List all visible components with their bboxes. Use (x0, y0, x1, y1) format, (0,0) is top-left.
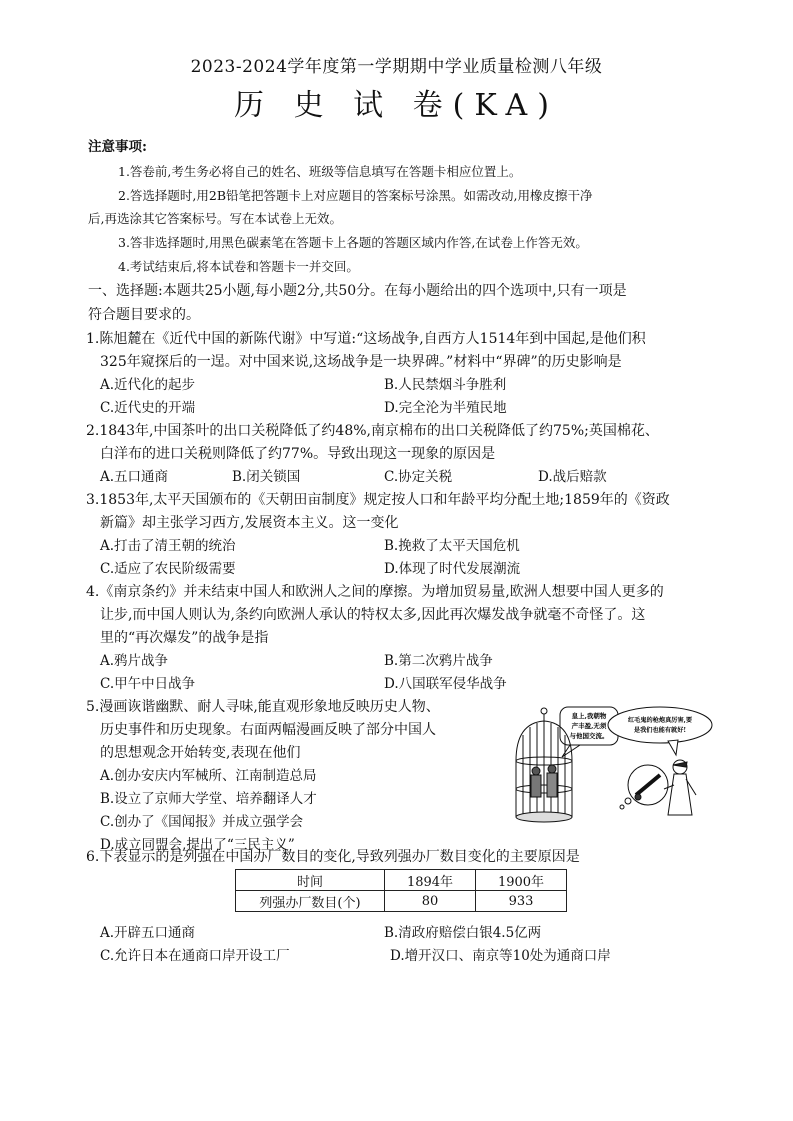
notice-heading: 注意事项: (88, 139, 147, 155)
bubble-left-line-3: 与他国交流。 (569, 732, 609, 740)
q5-stem-cont2: 的思想观念开始转变,表现在他们 (100, 745, 301, 761)
q2-stem: 2.1843年,中国茶叶的出口关税降低了约48%,南京棉布的出口关税降低了约75%;英国棉花、 (86, 423, 659, 439)
q4-option-b[interactable]: B.第二次鸦片战争 (384, 653, 493, 669)
table-row (236, 891, 567, 912)
q5-cartoon-illustration (510, 705, 715, 827)
table-header-cell: 1894年 (385, 870, 476, 891)
q3-option-b[interactable]: B.挽救了太平天国危机 (384, 538, 520, 554)
q3-option-d[interactable]: D.体现了时代发展潮流 (384, 561, 521, 577)
q3-stem-cont: 新篇》却主张学习西方,发展资本主义。这一变化 (100, 515, 399, 531)
q1-option-c[interactable]: C.近代史的开端 (100, 400, 196, 416)
speech-bubble-left (560, 707, 618, 757)
notice-item-2: 2.答选择题时,用2B铅笔把答题卡上对应题目的答案标号涂黑。如需改动,用橡皮擦干净 (118, 188, 593, 203)
q3-option-a[interactable]: A.打击了清王朝的统治 (100, 538, 236, 554)
q4-option-a[interactable]: A.鸦片战争 (100, 653, 169, 669)
bubble-left-line-1: 皇上,我朝物 (571, 712, 607, 720)
table-cell: 80 (385, 891, 476, 912)
bubble-left-line-2: 产丰盈,无须 (571, 722, 607, 730)
notice-item-3: 3.答非选择题时,用黑色碳素笔在答题卡上各题的答题区域内作答,在试卷上作答无效。 (118, 235, 588, 250)
q1-option-b[interactable]: B.人民禁烟斗争胜利 (384, 377, 507, 393)
table-header-row (236, 870, 567, 891)
q5-stem: 5.漫画诙谐幽默、耐人寻味,能直观形象地反映历史人物、 (86, 699, 440, 715)
bubble-right-line-2: 是我们也能有就好! (633, 727, 687, 734)
q6-option-b[interactable]: B.清政府赔偿白银4.5亿两 (384, 925, 542, 941)
q6-data-table (235, 869, 567, 912)
q5-option-c[interactable]: C.创办了《国闻报》并成立强学会 (100, 814, 304, 830)
q1-stem: 1.陈旭麓在《近代中国的新陈代谢》中写道:“这场战争,自西方人1514年到中国起,是他们积 (86, 331, 646, 347)
q6-option-d[interactable]: D.增开汉口、南京等10处为通商口岸 (390, 948, 611, 964)
section-heading-cont: 符合题目要求的。 (88, 307, 200, 323)
q5-option-d[interactable]: D.成立同盟会,提出了“三民主义” (100, 837, 295, 853)
q2-option-b[interactable]: B.闭关锁国 (232, 469, 301, 485)
table-header-cell: 时间 (236, 870, 385, 891)
q1-option-d[interactable]: D.完全沦为半殖民地 (384, 400, 507, 416)
q3-option-c[interactable]: C.适应了农民阶级需要 (100, 561, 236, 577)
bubble-right-line-1: 红毛鬼的枪炮真厉害,要 (627, 717, 693, 724)
q2-option-a[interactable]: A.五口通商 (100, 469, 169, 485)
q4-stem-cont: 让步,而中国人则认为,条约向欧洲人承认的特权太多,因此再次爆发战争就毫不奇怪了。这 (100, 607, 646, 623)
q1-option-a[interactable]: A.近代化的起步 (100, 377, 196, 393)
q5-option-b[interactable]: B.设立了京师大学堂、培养翻译人才 (100, 791, 317, 807)
q2-option-c[interactable]: C.协定关税 (384, 469, 453, 485)
q2-stem-cont: 白洋布的进口关税则降低了约77%。导致出现这一现象的原因是 (100, 446, 496, 462)
table-cell: 933 (476, 891, 567, 912)
q6-option-c[interactable]: C.允许日本在通商口岸开设工厂 (100, 948, 290, 964)
notice-item-4: 4.考试结束后,将本试卷和答题卡一并交回。 (118, 259, 359, 274)
q4-stem-cont2: 里的“再次爆发”的战争是指 (100, 630, 269, 646)
q1-stem-cont: 325年窥探后的一逞。对中国来说,这场战争是一块界碑。”材料中“界碑”的历史影响是 (100, 354, 622, 370)
q6-option-a[interactable]: A.开辟五口通商 (100, 925, 196, 941)
notice-item-2-cont: 后,再选涂其它答案标号。写在本试卷上无效。 (88, 211, 342, 226)
q3-stem: 3.1853年,太平天国颁布的《天朝田亩制度》规定按人口和年龄平均分配土地;1859年的《资政 (86, 492, 670, 508)
exam-subtitle: 2023-2024学年度第一学期期中学业质量检测八年级 (190, 57, 603, 77)
section-heading: 一、选择题:本题共25小题,每小题2分,共50分。在每小题给出的四个选项中,只有一项是 (88, 283, 627, 299)
q4-stem: 4.《南京条约》并未结束中国人和欧洲人之间的摩擦。为增加贸易量,欧洲人想要中国人更多的 (86, 584, 664, 600)
q4-option-d[interactable]: D.八国联军侵华战争 (384, 676, 507, 692)
table-header-cell: 1900年 (476, 870, 567, 891)
notice-item-1: 1.答卷前,考生务必将自己的姓名、班级等信息填写在答题卡相应位置上。 (118, 164, 522, 179)
q6-stem: 6.下表显示的是列强在中国办厂数目的变化,导致列强办厂数目变化的主要原因是 (86, 849, 580, 865)
q5-option-a[interactable]: A.创办安庆内军械所、江南制造总局 (100, 768, 317, 784)
q2-option-d[interactable]: D.战后赔款 (538, 469, 607, 485)
exam-title: 历 史 试 卷(KA) (234, 88, 559, 123)
speech-bubble-right (608, 707, 712, 755)
table-row-label: 列强办厂数目(个) (236, 891, 385, 912)
q5-stem-cont: 历史事件和历史现象。右面两幅漫画反映了部分中国人 (100, 722, 436, 738)
thinking-man-icon (620, 760, 696, 815)
q4-option-c[interactable]: C.甲午中日战争 (100, 676, 196, 692)
